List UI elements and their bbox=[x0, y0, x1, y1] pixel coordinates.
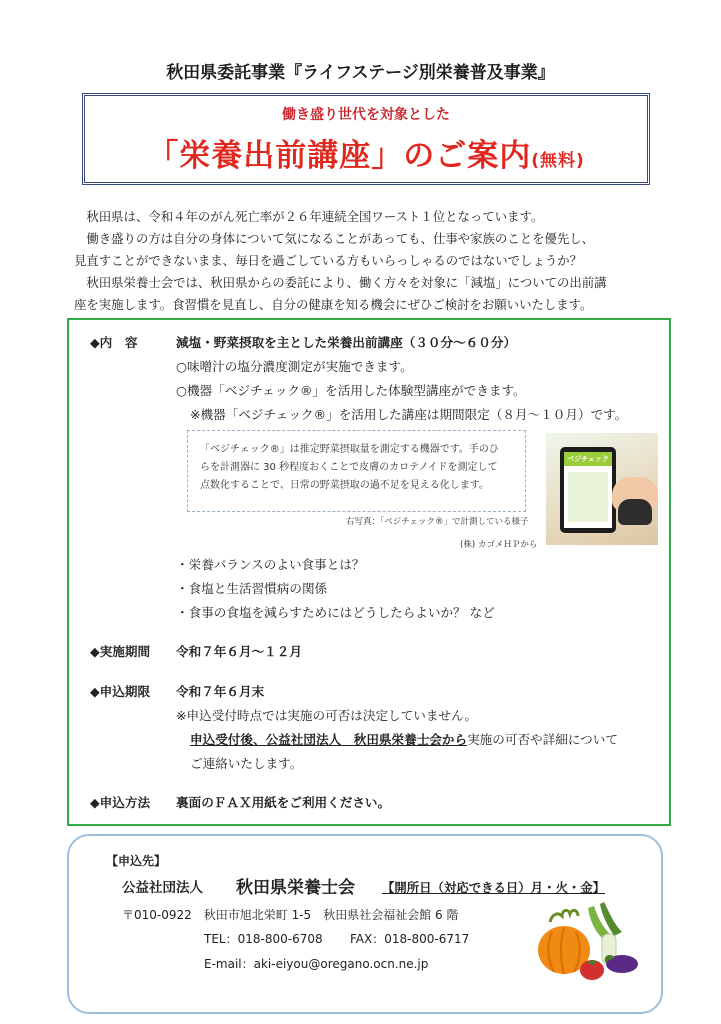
topic-item: ・食塩と生活習慣病の関係 bbox=[176, 581, 328, 596]
contact-fax: FAX：018-800-6717 bbox=[350, 932, 470, 946]
contact-email: E-mail：aki-eiyou@oregano.ocn.ne.jp bbox=[204, 957, 429, 971]
label-deadline: ◆申込期限 bbox=[90, 684, 151, 699]
intro-line: 働き盛りの方は自分の身体について気になることがあっても、仕事や家族のことを優先し、 bbox=[74, 231, 595, 246]
free-label: (無料) bbox=[531, 151, 585, 171]
photo-source: (株) カゴメＨＰから bbox=[460, 540, 538, 550]
intro-line: 秋田県は、令和４年のがん死亡率が２６年連続全国ワースト１位となっています。 bbox=[74, 209, 544, 224]
contact-tel: TEL：018-800-6708 bbox=[204, 932, 323, 946]
content-title: 減塩・野菜摂取を主とした栄養出前講座（３０分～６０分） bbox=[176, 335, 517, 350]
vegecheck-photo bbox=[546, 433, 658, 545]
intro-line: 座を実施します。食習慣を見直し、自分の健康を知る機会にぜひご検討をお願いいたします。 bbox=[74, 297, 593, 312]
contact-org-name: 秋田県栄養士会 bbox=[236, 878, 355, 898]
contact-heading: 【申込先】 bbox=[106, 854, 167, 868]
header-sponsor-title: 秋田県委託事業『ライフステージ別栄養普及事業』 bbox=[166, 63, 555, 83]
label-period: ◆実施期間 bbox=[90, 644, 151, 659]
tablet-image bbox=[560, 447, 616, 533]
label-method: ◆申込方法 bbox=[90, 795, 151, 810]
content-item-limited: ※機器「ベジチェック®」を活用した講座は期間限定（８月～１０月）です。 bbox=[190, 407, 628, 422]
deadline-value: 令和７年６月末 bbox=[176, 684, 265, 699]
topic-item: ・食事の食塩を減らすためにはどうしたらよいか？ など bbox=[176, 605, 495, 620]
intro-paragraph bbox=[74, 206, 654, 316]
tablet-screen-title: ベジチェック bbox=[564, 452, 612, 466]
label-content: ◆内 容 bbox=[90, 335, 138, 350]
content-item-miso: ○味噌汁の塩分濃度測定が実施できます。 bbox=[176, 359, 413, 374]
deadline-note-2-bold: 申込受付後、公益社団法人 秋田県栄養士会から bbox=[190, 732, 468, 747]
contact-address: 〒010-0922 秋田市旭北栄町 1-5 秋田県社会福祉会館 6 階 bbox=[122, 908, 459, 922]
title-box bbox=[82, 93, 650, 185]
content-item-vegecheck: ○機器「ベジチェック®」を活用した体験型講座ができます。 bbox=[176, 383, 526, 398]
method-value: 裏面のＦＡＸ用紙をご利用ください。 bbox=[176, 795, 391, 810]
deadline-note-2-rest: 実施の可否や詳細について bbox=[467, 732, 618, 747]
note-line: 「ベジチェック®」は推定野菜摂取量を測定する機器です。手のひ bbox=[200, 444, 499, 455]
pumpkin-stem-icon bbox=[550, 910, 578, 922]
period-value: 令和７年６月～１２月 bbox=[176, 644, 302, 659]
deadline-note-2 bbox=[190, 729, 618, 748]
note-line: 点数化することで、日常の野菜摂取の過不足を見える化します。 bbox=[200, 480, 489, 491]
vegecheck-note bbox=[187, 430, 526, 512]
title-subtitle: 働き盛り世代を対象とした bbox=[282, 107, 450, 123]
note-line: らを計測器に 30 秒程度おくことで皮膚のカロテノイドを測定して bbox=[200, 462, 498, 473]
intro-line: 見直すことができないまま、毎日を過ごしている方もいらっしゃるのではないでしょうか？ bbox=[74, 253, 583, 268]
contact-open-days: 【開所日（対応できる日）月・火・金】 bbox=[382, 880, 606, 895]
vegetables-illustration bbox=[532, 900, 640, 984]
contact-org-prefix: 公益社団法人 bbox=[122, 880, 203, 896]
photo-caption: 右写真：「ベジチェック®」で計測している様子 bbox=[346, 517, 529, 527]
deadline-note: ※申込受付時点では実施の可否は決定していません。 bbox=[176, 708, 477, 723]
topic-item: ・栄養バランスのよい食事とは？ bbox=[176, 557, 365, 572]
page-title-text: 「栄養出前講座」のご案内 bbox=[147, 138, 532, 174]
intro-line: 秋田県栄養士会では、秋田県からの委託により、働く方々を対象に「減塩」についての出前講 bbox=[74, 275, 607, 290]
page-title bbox=[85, 130, 647, 175]
sensor-image bbox=[618, 499, 652, 525]
deadline-note-3: ご連絡いたします。 bbox=[190, 756, 303, 771]
